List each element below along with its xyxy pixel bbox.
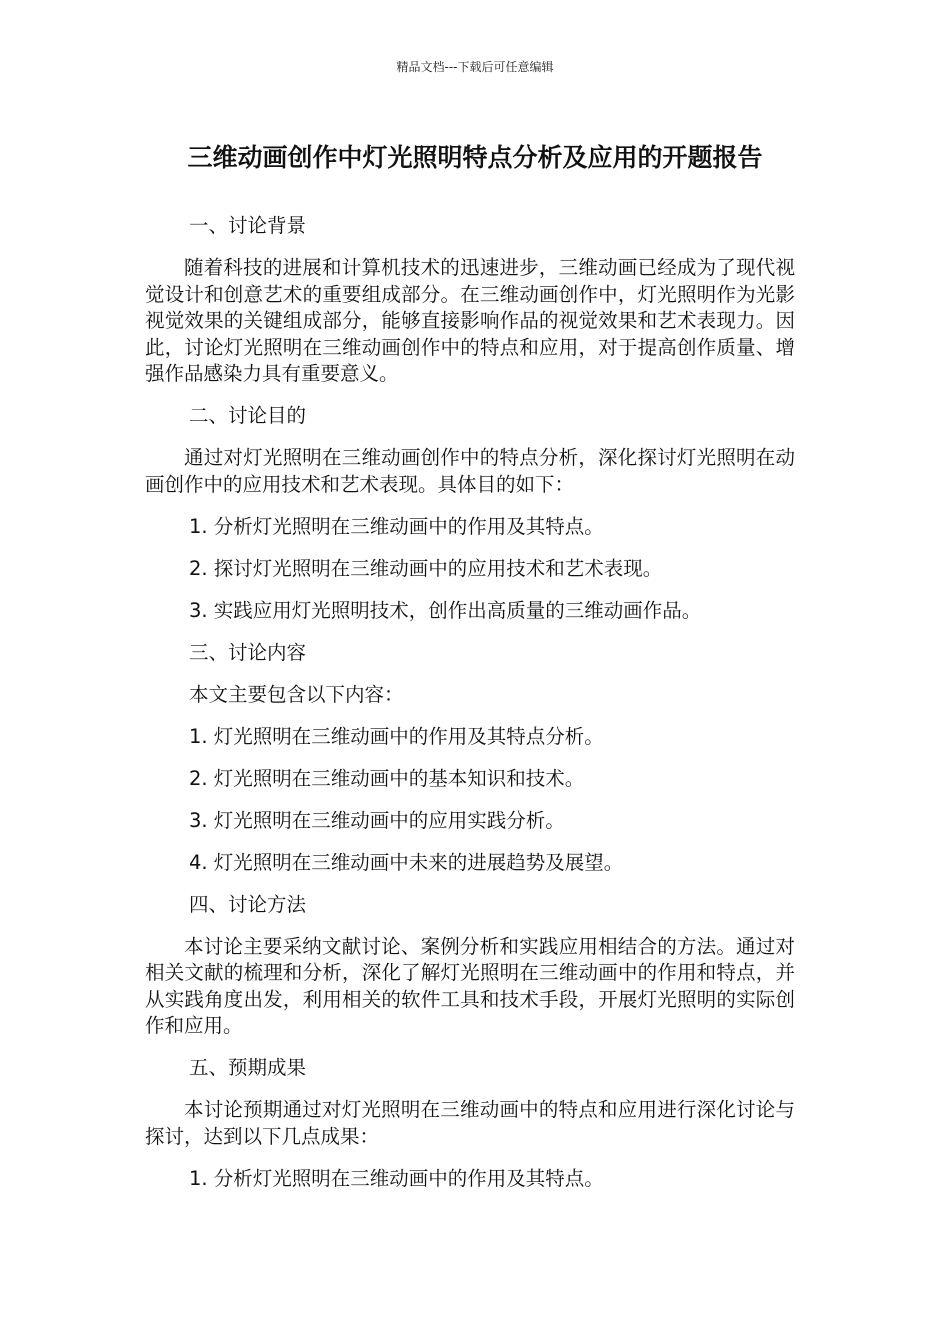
- list-item: 2. 探讨灯光照明在三维动画中的应用技术和艺术表现。: [189, 556, 663, 580]
- paragraph-background: 随着科技的进展和计算机技术的迅速进步，三维动画已经成为了现代视觉设计和创意艺术的重要组成部分。在三维动画创作中，灯光照明作为光影视觉效果的关键组成部分，能够直接影响作品的视觉效果和艺术表现力。因此，讨论灯光照明在三维动画创作中的特点和应用，对于提高创作质量、增强作品感染力具有重要意义。: [145, 256, 795, 385]
- list-item: 1. 灯光照明在三维动画中的作用及其特点分析。: [189, 724, 604, 748]
- paragraph-outcomes: 本讨论预期通过对灯光照明在三维动画中的特点和应用进行深化讨论与探讨，达到以下几点成果：: [145, 1098, 795, 1148]
- section-heading-content: 三、讨论内容: [189, 640, 307, 664]
- section-heading-outcomes: 五、预期成果: [189, 1056, 307, 1079]
- page-header: 精品文档---下载后可任意编辑: [396, 60, 554, 74]
- document-body: [145, 213, 795, 1208]
- document-title: 三维动画创作中灯光照明特点分析及应用的开题报告: [187, 143, 763, 172]
- section-heading-method: 四、讨论方法: [189, 892, 307, 916]
- paragraph-content-lead: 本文主要包含以下内容：: [189, 682, 404, 706]
- list-item: 3. 灯光照明在三维动画中的应用实践分析。: [189, 808, 565, 832]
- list-item: 1. 分析灯光照明在三维动画中的作用及其特点。: [189, 514, 604, 538]
- list-item: 1. 分析灯光照明在三维动画中的作用及其特点。: [189, 1166, 604, 1190]
- section-heading-purpose: 二、讨论目的: [189, 404, 307, 427]
- list-item: 2. 灯光照明在三维动画中的基本知识和技术。: [189, 766, 585, 790]
- paragraph-purpose: 通过对灯光照明在三维动画创作中的特点分析，深化探讨灯光照明在动画创作中的应用技术和艺术表现。具体目的如下：: [145, 446, 795, 496]
- list-item: 4. 灯光照明在三维动画中未来的进展趋势及展望。: [189, 850, 624, 874]
- list-item: 3. 实践应用灯光照明技术，创作出高质量的三维动画作品。: [189, 598, 702, 622]
- paragraph-method: 本讨论主要采纳文献讨论、案例分析和实践应用相结合的方法。通过对相关文献的梳理和分析，深化了解灯光照明在三维动画中的作用和特点，并从实践角度出发，利用相关的软件工具和技术手段，开展灯光照明的实际创作和应用。: [145, 934, 795, 1037]
- section-heading-background: 一、讨论背景: [189, 214, 307, 237]
